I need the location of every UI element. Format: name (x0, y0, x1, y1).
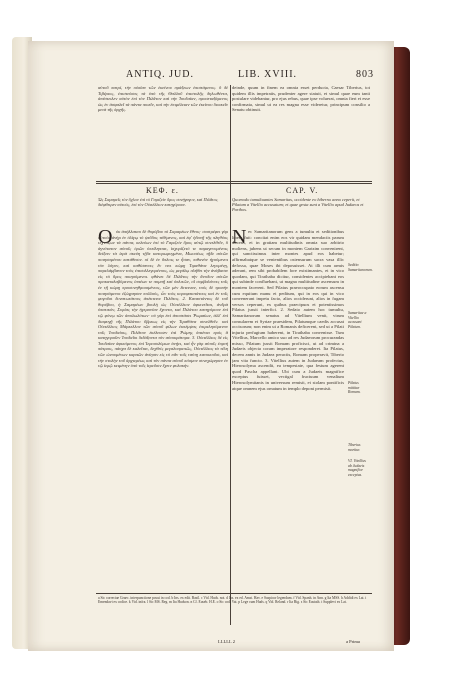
latin-chapter-summary: Quomodo tumultuantes Samaritas, occidente eo hiberno anno ceperit, et Pilatum a Vitellio accusatum; et quae gesta sunt a Vitellio apud Judaeos et Parthos. (232, 197, 364, 213)
latin-top-text (232, 85, 370, 177)
greek-top-paragraph: αὐτοῦ πατρί, τὴν οὐσίαν τῶν ἐκείνου πράξεων ἐπιστάμενος. ὃ δὲ Τιβέριος, ἐπιστεύσας τὰ ὑπὸ τῆς Θαλλοῦ ἐπιστολῆς δηλωθέντα, ἀπέστειλεν αὐτὸν ἐπὶ τὸν Πιλᾶτον καὶ τὴν Ἰουδαίαν, προσεταξάμενος ὡς ἐν ἀσφαλεῖ τὰ πάντα ποιεῖν, καὶ τὴν ἐπιμέλειαν τῶν ἐκείνου διοικεῖν μετὰ τῆς ἀρχῆς. (98, 85, 228, 113)
divider-rule (96, 181, 372, 182)
running-head-right: LIB. XVIII. (238, 69, 298, 80)
greek-drop-cap: Ο (98, 226, 113, 248)
latin-body-paragraph: ec Samaritanorum gens a tumultu et seditionibus libera fuit: concitat enim eos vir quidam mendaciis parum ducens, et in gratiam multitudinis omnia suo arbitrio moliens, jubens ut secum in montem Garizim convenirent, qui sanctissimus inter montes apud eos habetur; affirmabatque se venientibus ostensurum sacra vasa illic defossa, quae Moses ibi deposuisset. At illi cum armis aderant, rem sibi probabilem fore existimantes, et in vico quodam, qui Tirathaba dicitur, considentes accipiebant eos qui subinde confluebant, ut magna multitudine ascensum in montem facerent. Sed Pilatus praeoccupato eorum ascensu cum equitum manu et peditum, qui in eos qui in vico convenerant impetu facto, alios occiderunt, alios in fugam versos ceperunt, ex quibus praecipuos et potentissimos Pilatus jussit interfici. 2. Sedato autem hoc tumultu, Samaritanorum senatus ad Vitellium venit, virum consularem et Syriae praesidem, Pilatumque caedis accusat occisorum; non enim ut a Romanis deficerent, sed ut a Pilati injuria perfugium haberent, in Tirathaba convenisse. Tum Vitellius, Marcello amico suo ad res Judaeorum procurandas misso, Pilatum jussit Romam proficisci, ut ad crimina a Judaeis objecta coram imperatore responderet. Ita Pilatus, decem annis in Judaea peractis, Romam properavit, Tiberio jam vita functo. 3. Vitellius autem in Judaeam profectus, Hierosolyma ascendit, ea tempestate, qua festum agerent quod Pascha appellant. Ubi cum a Judaeis magnifice exceptus fuisset, vectigal fructuum venalium Hierosolymitanis in universum remisit, et stolam pontificis atque omnem ejus ornatum in templo deponi permisit. (232, 229, 344, 391)
column-divider (230, 85, 231, 625)
greek-chapter-summary: Ὡς Σαμαρεῖς τὸν ὄχλον ἐπὶ τὸ Γαριζεὶν ὄρος συνήγαγον, καὶ Πιλᾶτος διέφθειρεν αὐτούς, ἐπὶ τὸν Οὐιτέλλιον κατηγόρουν. (98, 197, 218, 208)
latin-chapter-label: CAP. V. (286, 186, 319, 195)
latin-drop-cap: N (232, 226, 247, 248)
page-number: 803 (356, 69, 374, 80)
footnote-rule (96, 593, 372, 594)
greek-body-text (98, 226, 228, 589)
margin-note: VI. Vitellius ab Judaeis magnifice exceptus. (348, 459, 366, 477)
margin-note: Samaritae a Vitellio accusant Pilatum. (348, 311, 367, 329)
greek-body-paragraph: ὐκ ἀπήλλακτο δὲ θορύβου τὸ Σαμαρέων ἔθνος· συστρέφει γὰρ αὐτοὺς ἀνὴρ ἐν ὀλίγῳ τὸ ψεῦδος τιθέμενος, καὶ ἐφ' ἡδονῇ τῆς πληθύος τεχνάζων τὰ πάντα, κελεύων ἐπὶ τὸ Γαριζεὶν ὄρος αὐτῷ συνελθεῖν, ὃ ἁγνότατον αὐτοῖς ὀρῶν ὑπείληπται, ἰσχυρίζετό τε παραγενομένοις δείξειν τὰ ἱερὰ σκεύη τῇδε κατορωρυγμένα, Μωυσέως τῇδε αὐτῶν ποιησαμένου κατάθεσιν. οἱ δὲ ἐν ὅπλοις τε ἦσαν, πιθανὸν ἡγούμενοι τὸν λόγον, καὶ καθίσαντες ἔν τινι κώμῃ Τιραθάνα λεγομένῃ, παρελάμβανον τοὺς ἐπισυλλεγομένους, ὡς μεγάλῳ πλήθει τὴν ἀνάβασιν εἰς τὸ ὄρος ποιησόμενοι. φθάνει δὲ Πιλᾶτος τὴν ἄνοδον αὐτῶν προκαταλαβόμενος ἱππέων τε πομπῇ καὶ ὁπλιτῶν, οἳ συμβαλόντες τοῖς ἐν τῇ κώμῃ προσυνηθροισμένοις, τῶν μὲν ἔκτειναν, τοὺς δὲ τροπὴν ποιησάμενοι ἐζώγρησαν πολλούς, ὧν τοὺς κορυφαιοτάτους καὶ ἐν τοῖς φυγοῦσι δυνατωτάτους ἀπέκτεινε Πιλᾶτος. 2. Καταστάντος δὲ τοῦ θορύβου, ἡ Σαμαρέων βουλὴ ὡς Οὐιτέλλιον ἀφικνεῖται, ἀνδρὰ ὑπατικὸν, Συρίας τὴν ἡγεμονίαν ἔχοντα, καὶ Πιλάτου κατηγόρουν ἐπὶ τῷ φόνῳ τῶν ἀπολωλότων· οὐ γὰρ ἐπὶ ἀποστάσει Ῥωμαίων, ἀλλ' ἐπὶ διαφυγῇ τῆς Πιλάτου ὕβρεως εἰς τὴν Τιραθάνα συνελθεῖν. καὶ Οὐιτέλλιος Μάρκελλον τῶν αὐτοῦ φίλων ἐκπέμψας ἐπιμελησόμενον τοῖς Ἰουδαίοις, Πιλᾶτον ἐκέλευσεν ἐπὶ Ῥώμης ἀπιέναι πρὸς ἃ κατηγοροῖεν Ἰουδαῖοι διδάξοντα τὸν αὐτοκράτορα. 3. Οὐιτέλλιος δὲ εἰς Ἰουδαίαν ἀφικόμενος ἐπὶ Ἱεροσολύμων ἀνῄει, καὶ ἦν γὰρ αὐτοῖς ἑορτὴ πάτριος, πάσχα δὲ καλεῖται, δεχθεὶς μεγαλοπρεπῶς, Οὐιτέλλιος τὰ τέλη τῶν ὠνουμένων καρπῶν ἀνίησιν εἰς τὸ πᾶν τοῖς ταύτῃ κατοικοῦσι, καὶ τὴν στολὴν τοῦ ἀρχιερέως καὶ τὸν πάντα αὐτοῦ κόσμον συνεχώρησεν ἐν τῷ ἱερῷ κειμένην ὑπὸ τοῖς ἱερεῦσιν ἔχειν φυλακήν. (98, 229, 228, 369)
book (12, 37, 412, 654)
greek-top-text (98, 85, 228, 177)
signature-mark: LLLLL 2 (218, 639, 235, 644)
running-head-left: ANTIQ. JUD. (126, 69, 194, 80)
book-page (28, 41, 394, 651)
latin-top-paragraph: deinde, quum in finem ea omnia esset perducta, Caesar Tiberius, tot quidem illis impetratis, prudenter agere statuit, et simul quae eum tanti postulare videbantur, pro ejus rebus, quae ipse voluerat, omnia fieri et esse confirmata, simul ut ea res magna esse videretur, principum consilio a Senatu obtinuit. (232, 85, 370, 113)
catchword: a Prima (346, 639, 360, 644)
divider-rule-thin (96, 183, 372, 184)
latin-body-text (232, 226, 344, 589)
greek-chapter-label: ΚΕΦ. ε. (146, 186, 179, 195)
margin-note: Pilatus mittitur Romam. (348, 381, 361, 395)
running-head (126, 69, 376, 81)
margin-note: Tiberius moritur. (348, 443, 361, 452)
margin-note: Seditio Samaritanorum. (348, 263, 373, 272)
footnotes: a Sic correctae Graec. interpunctione posui in cod. b Ins. ex edit. Basil. c Vid. Huds. not. d Ins. ex ed. Amst. Hav. e Suspicor legendum. f Vid. Spanh. in Ann. g Ita MSS. h Addidi ex Lat. i Emendavi ex codice. k Vid. infra. l Sic MS. Reg. m Ita Hudson. n Cf. Euseb. H.E. o Sic cod. Vat. p Lege cum Huds. q Vid. Reland. r Ita Big. s Sic Eustath. t Supplevi ex Lat. (98, 596, 367, 605)
